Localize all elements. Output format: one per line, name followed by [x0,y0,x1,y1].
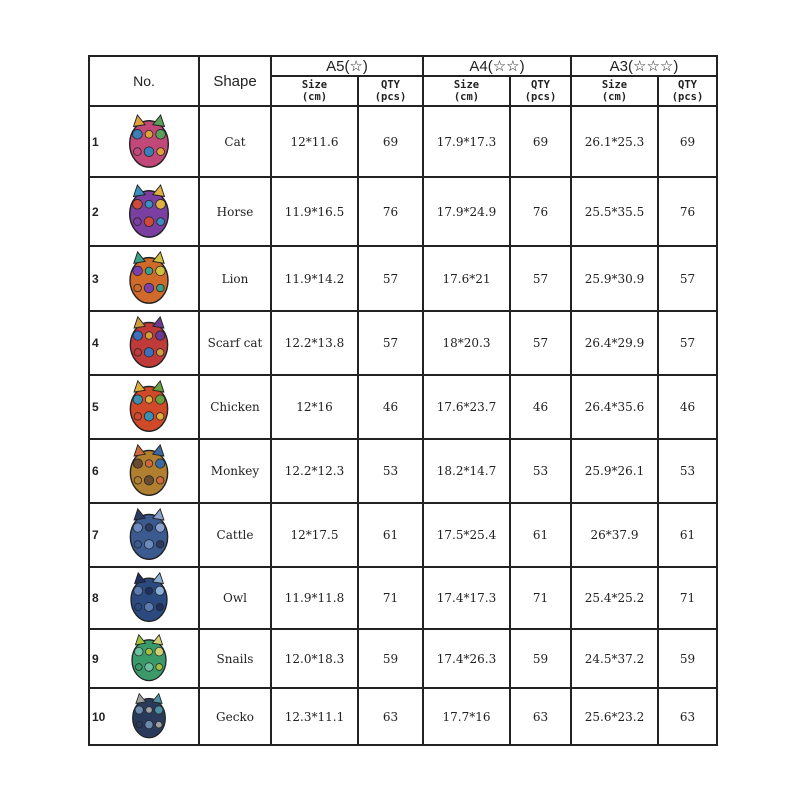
a5-qty: 69 [358,106,423,177]
row-number: 4 [92,336,99,350]
a4-size: 17.7*16 [423,688,510,745]
row-number: 6 [92,464,99,478]
a5-qty: 53 [358,439,423,503]
a5-size: 12.0*18.3 [271,629,358,688]
a3-size: 25.9*26.1 [571,439,658,503]
row-number: 9 [92,651,99,666]
header-size [423,76,510,106]
row-number: 2 [92,204,99,219]
header-row-groups [89,56,717,76]
lion-icon [120,250,178,307]
a3-qty: 71 [658,567,717,629]
shape-name: Monkey [199,439,271,503]
header-size [271,76,358,106]
snail-icon [120,633,178,684]
table-row [89,503,717,567]
a4-size: 17.9*17.3 [423,106,510,177]
monkey-icon [120,443,178,499]
a4-qty: 69 [510,106,571,177]
number-image-cell [89,246,199,311]
a3-size: 26*37.9 [571,503,658,567]
a4-qty: 61 [510,503,571,567]
table-row [89,106,717,177]
row-number: 1 [92,134,99,149]
header-qty-label: QTY [381,79,400,91]
a4-size: 17.4*26.3 [423,629,510,688]
a3-qty: 76 [658,177,717,246]
row-number: 8 [92,591,99,605]
a3-qty: 57 [658,311,717,375]
header-qty [510,76,571,106]
header-qty-unit: (pcs) [374,91,407,103]
header-size-label: Size [601,79,628,91]
a5-qty: 71 [358,567,423,629]
header-size-unit: (cm) [453,91,480,103]
a5-size: 12*17.5 [271,503,358,567]
a3-size: 26.4*29.9 [571,311,658,375]
table-row [89,629,717,688]
a5-size: 12.2*12.3 [271,439,358,503]
table-row [89,567,717,629]
number-image-cell [89,177,199,246]
a3-qty: 61 [658,503,717,567]
a4-qty: 57 [510,246,571,311]
a4-size: 17.6*21 [423,246,510,311]
header-size-label: Size [453,79,480,91]
table-row [89,311,717,375]
shape-name: Cat [199,106,271,177]
a5-size: 12.2*13.8 [271,311,358,375]
shape-name: Snails [199,629,271,688]
a3-size: 25.4*25.2 [571,567,658,629]
a4-size: 18.2*14.7 [423,439,510,503]
a5-qty: 63 [358,688,423,745]
cattle-icon [120,507,178,563]
number-image-cell [89,629,199,688]
header-size-unit: (cm) [601,91,628,103]
a3-size: 26.4*35.6 [571,375,658,439]
a3-size: 26.1*25.3 [571,106,658,177]
shape-name: Lion [199,246,271,311]
number-image-cell [89,503,199,567]
a3-qty: 63 [658,688,717,745]
horse-icon [120,182,178,242]
shape-name: Horse [199,177,271,246]
a3-size: 25.5*35.5 [571,177,658,246]
table-row [89,246,717,311]
number-image-cell [89,311,199,375]
a4-qty: 46 [510,375,571,439]
a3-size: 24.5*37.2 [571,629,658,688]
a5-size: 12*16 [271,375,358,439]
shape-name: Owl [199,567,271,629]
a4-size: 17.6*23.7 [423,375,510,439]
header-qty-unit: (pcs) [524,91,557,103]
a3-size: 25.6*23.2 [571,688,658,745]
a3-size: 25.9*30.9 [571,246,658,311]
header-no: No. [89,56,199,106]
header-group-a5: A5(☆) [271,56,423,76]
header-qty [658,76,717,106]
a5-size: 11.9*16.5 [271,177,358,246]
table-row [89,177,717,246]
shape-name: Chicken [199,375,271,439]
a5-qty: 59 [358,629,423,688]
shape-name: Gecko [199,688,271,745]
a5-size: 11.9*14.2 [271,246,358,311]
row-number: 5 [92,400,99,414]
cat-icon [120,112,178,172]
a4-qty: 76 [510,177,571,246]
header-qty-unit: (pcs) [671,91,704,103]
number-image-cell [89,375,199,439]
a5-qty: 61 [358,503,423,567]
a4-qty: 53 [510,439,571,503]
a4-size: 17.9*24.9 [423,177,510,246]
a3-qty: 46 [658,375,717,439]
row-number: 3 [92,271,99,286]
header-qty-label: QTY [678,79,697,91]
a5-size: 12.3*11.1 [271,688,358,745]
number-image-cell [89,567,199,629]
chicken-icon [120,379,178,435]
header-group-a3: A3(☆☆☆) [571,56,717,76]
shape-name: Cattle [199,503,271,567]
a5-size: 11.9*11.8 [271,567,358,629]
header-qty [358,76,423,106]
number-image-cell [89,106,199,177]
a3-qty: 69 [658,106,717,177]
owl-icon [120,571,178,625]
a4-size: 17.4*17.3 [423,567,510,629]
scarf-cat-icon [120,315,178,371]
number-image-cell [89,688,199,745]
number-image-cell [89,439,199,503]
a5-qty: 46 [358,375,423,439]
a4-qty: 59 [510,629,571,688]
header-size-label: Size [301,79,328,91]
a4-size: 17.5*25.4 [423,503,510,567]
a3-qty: 59 [658,629,717,688]
a4-qty: 71 [510,567,571,629]
table-row [89,439,717,503]
a4-qty: 57 [510,311,571,375]
header-group-a4: A4(☆☆) [423,56,571,76]
table-row [89,688,717,745]
size-quantity-table [88,55,718,746]
a3-qty: 57 [658,246,717,311]
a5-size: 12*11.6 [271,106,358,177]
shape-name: Scarf cat [199,311,271,375]
header-size-unit: (cm) [301,91,328,103]
header-size [571,76,658,106]
panda-icon [120,692,178,741]
a5-qty: 57 [358,311,423,375]
row-number: 10 [92,709,106,724]
row-number: 7 [92,528,99,542]
header-qty-label: QTY [531,79,550,91]
table-row [89,375,717,439]
a4-size: 18*20.3 [423,311,510,375]
header-shape: Shape [199,56,271,106]
a3-qty: 53 [658,439,717,503]
a5-qty: 57 [358,246,423,311]
a5-qty: 76 [358,177,423,246]
a4-qty: 63 [510,688,571,745]
